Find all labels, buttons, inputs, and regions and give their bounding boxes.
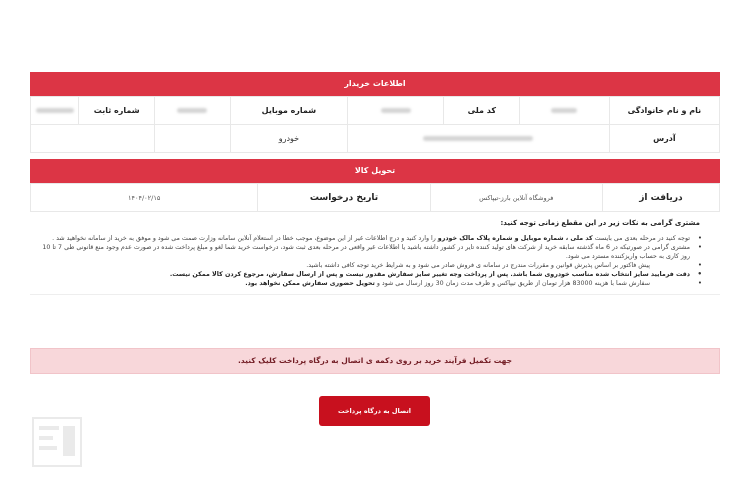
notes-box [30, 212, 720, 295]
full-name-label: نام و نام خانوادگی [609, 97, 719, 125]
buyer-info-table [30, 96, 720, 153]
note-item [40, 234, 690, 243]
payment-alert: جهت تکمیل فرآیند خرید بر روی دکمه ی اتصال به درگاه پرداخت کلیک کنید. [30, 348, 720, 374]
vehicle-type: خودرو [230, 125, 347, 153]
mobile-label: شماره موبایل [230, 97, 347, 125]
table-row [31, 184, 720, 212]
address-value [347, 125, 609, 153]
table-row [31, 97, 720, 125]
order-summary [30, 72, 720, 295]
address-label: آدرس [609, 125, 719, 153]
note-item: • دقت فرمایید سایز انتخاب شده مناسب خودروی شما باشد. پس از پرداخت وجه تغییر سایز سفارش مقدور نیست و پس از ارسال سفارش، مرجوع کردن کالا ممکن نیست. [40, 270, 690, 279]
full-name-value [520, 97, 610, 125]
note-text: را وارد کنید و درج اطلاعات غیر از این موضوع، موجب خطا در استعلام آنلاین سامانه وزارت صمت می شود و موفق به خرید از سامانه نخواهید شد . [52, 235, 438, 242]
buyer-info-section [30, 72, 720, 153]
landline-value [31, 97, 79, 125]
request-date-label: تاریخ درخواست [258, 184, 430, 212]
delivery-table [30, 183, 720, 212]
table-row [31, 125, 720, 153]
note-text: سفارش شما با هزینه 83000 هزار تومان از طریق تیپاکس و ظرف مدت زمان 30 روز ارسال می شود و [374, 280, 650, 287]
national-code-value [347, 97, 443, 125]
empty-cell [155, 125, 231, 153]
delivery-header: تحویل کالا [30, 159, 720, 183]
note-bold-text: تحویل حضوری سفارش ممکن نخواهد بود. [245, 280, 375, 287]
note-text: توجه کنید در مرحله بعدی می بایست [592, 235, 690, 242]
delivery-section [30, 159, 720, 295]
national-code-label: کد ملی [444, 97, 520, 125]
watermark-logo-icon [31, 416, 83, 468]
empty-cell [31, 125, 155, 153]
request-date-value: ۱۴۰۴/۰۲/۱۵ [31, 184, 258, 212]
landline-label: شماره ثابت [79, 97, 155, 125]
receive-from-label: دریافت از [602, 184, 719, 212]
notes-list [40, 234, 706, 288]
note-item [40, 279, 690, 288]
receive-from-value: فروشگاه آنلاین بارز-تیپاکس [430, 184, 602, 212]
buyer-info-header: اطلاعات خریدار [30, 72, 720, 96]
mobile-value [155, 97, 231, 125]
note-item: • پیش فاکتور بر اساس پذیرش قوانین و مقررات مندرج در سامانه ی فروش صادر می شود و به شرایط خرید توجه کافی داشته باشید. [40, 261, 690, 270]
note-item: • مشتری گرامی در صورتیکه در 6 ماه گذشته سابقه خرید از شرکت های تولید کننده تایر در کشور داشته باشید یا اطلاعات غیر واقعی در مرحله بعدی ثبت شود، درخواست خرید شما لغو و مبلغ پرداخت شده در صورت عدم وجود منع قانونی طی 7 تا 10 روز کاری به حساب واریزکننده مسترد می شود. [40, 243, 690, 261]
connect-to-payment-gateway-button[interactable]: اتصال به درگاه پرداخت [319, 396, 430, 426]
notes-title: مشتری گرامی به نکات زیر در این مقطع زمانی توجه کنید: [500, 219, 700, 227]
note-bold-text: کد ملی ، شماره موبایل و شماره پلاک مالک خودرو [437, 235, 593, 242]
